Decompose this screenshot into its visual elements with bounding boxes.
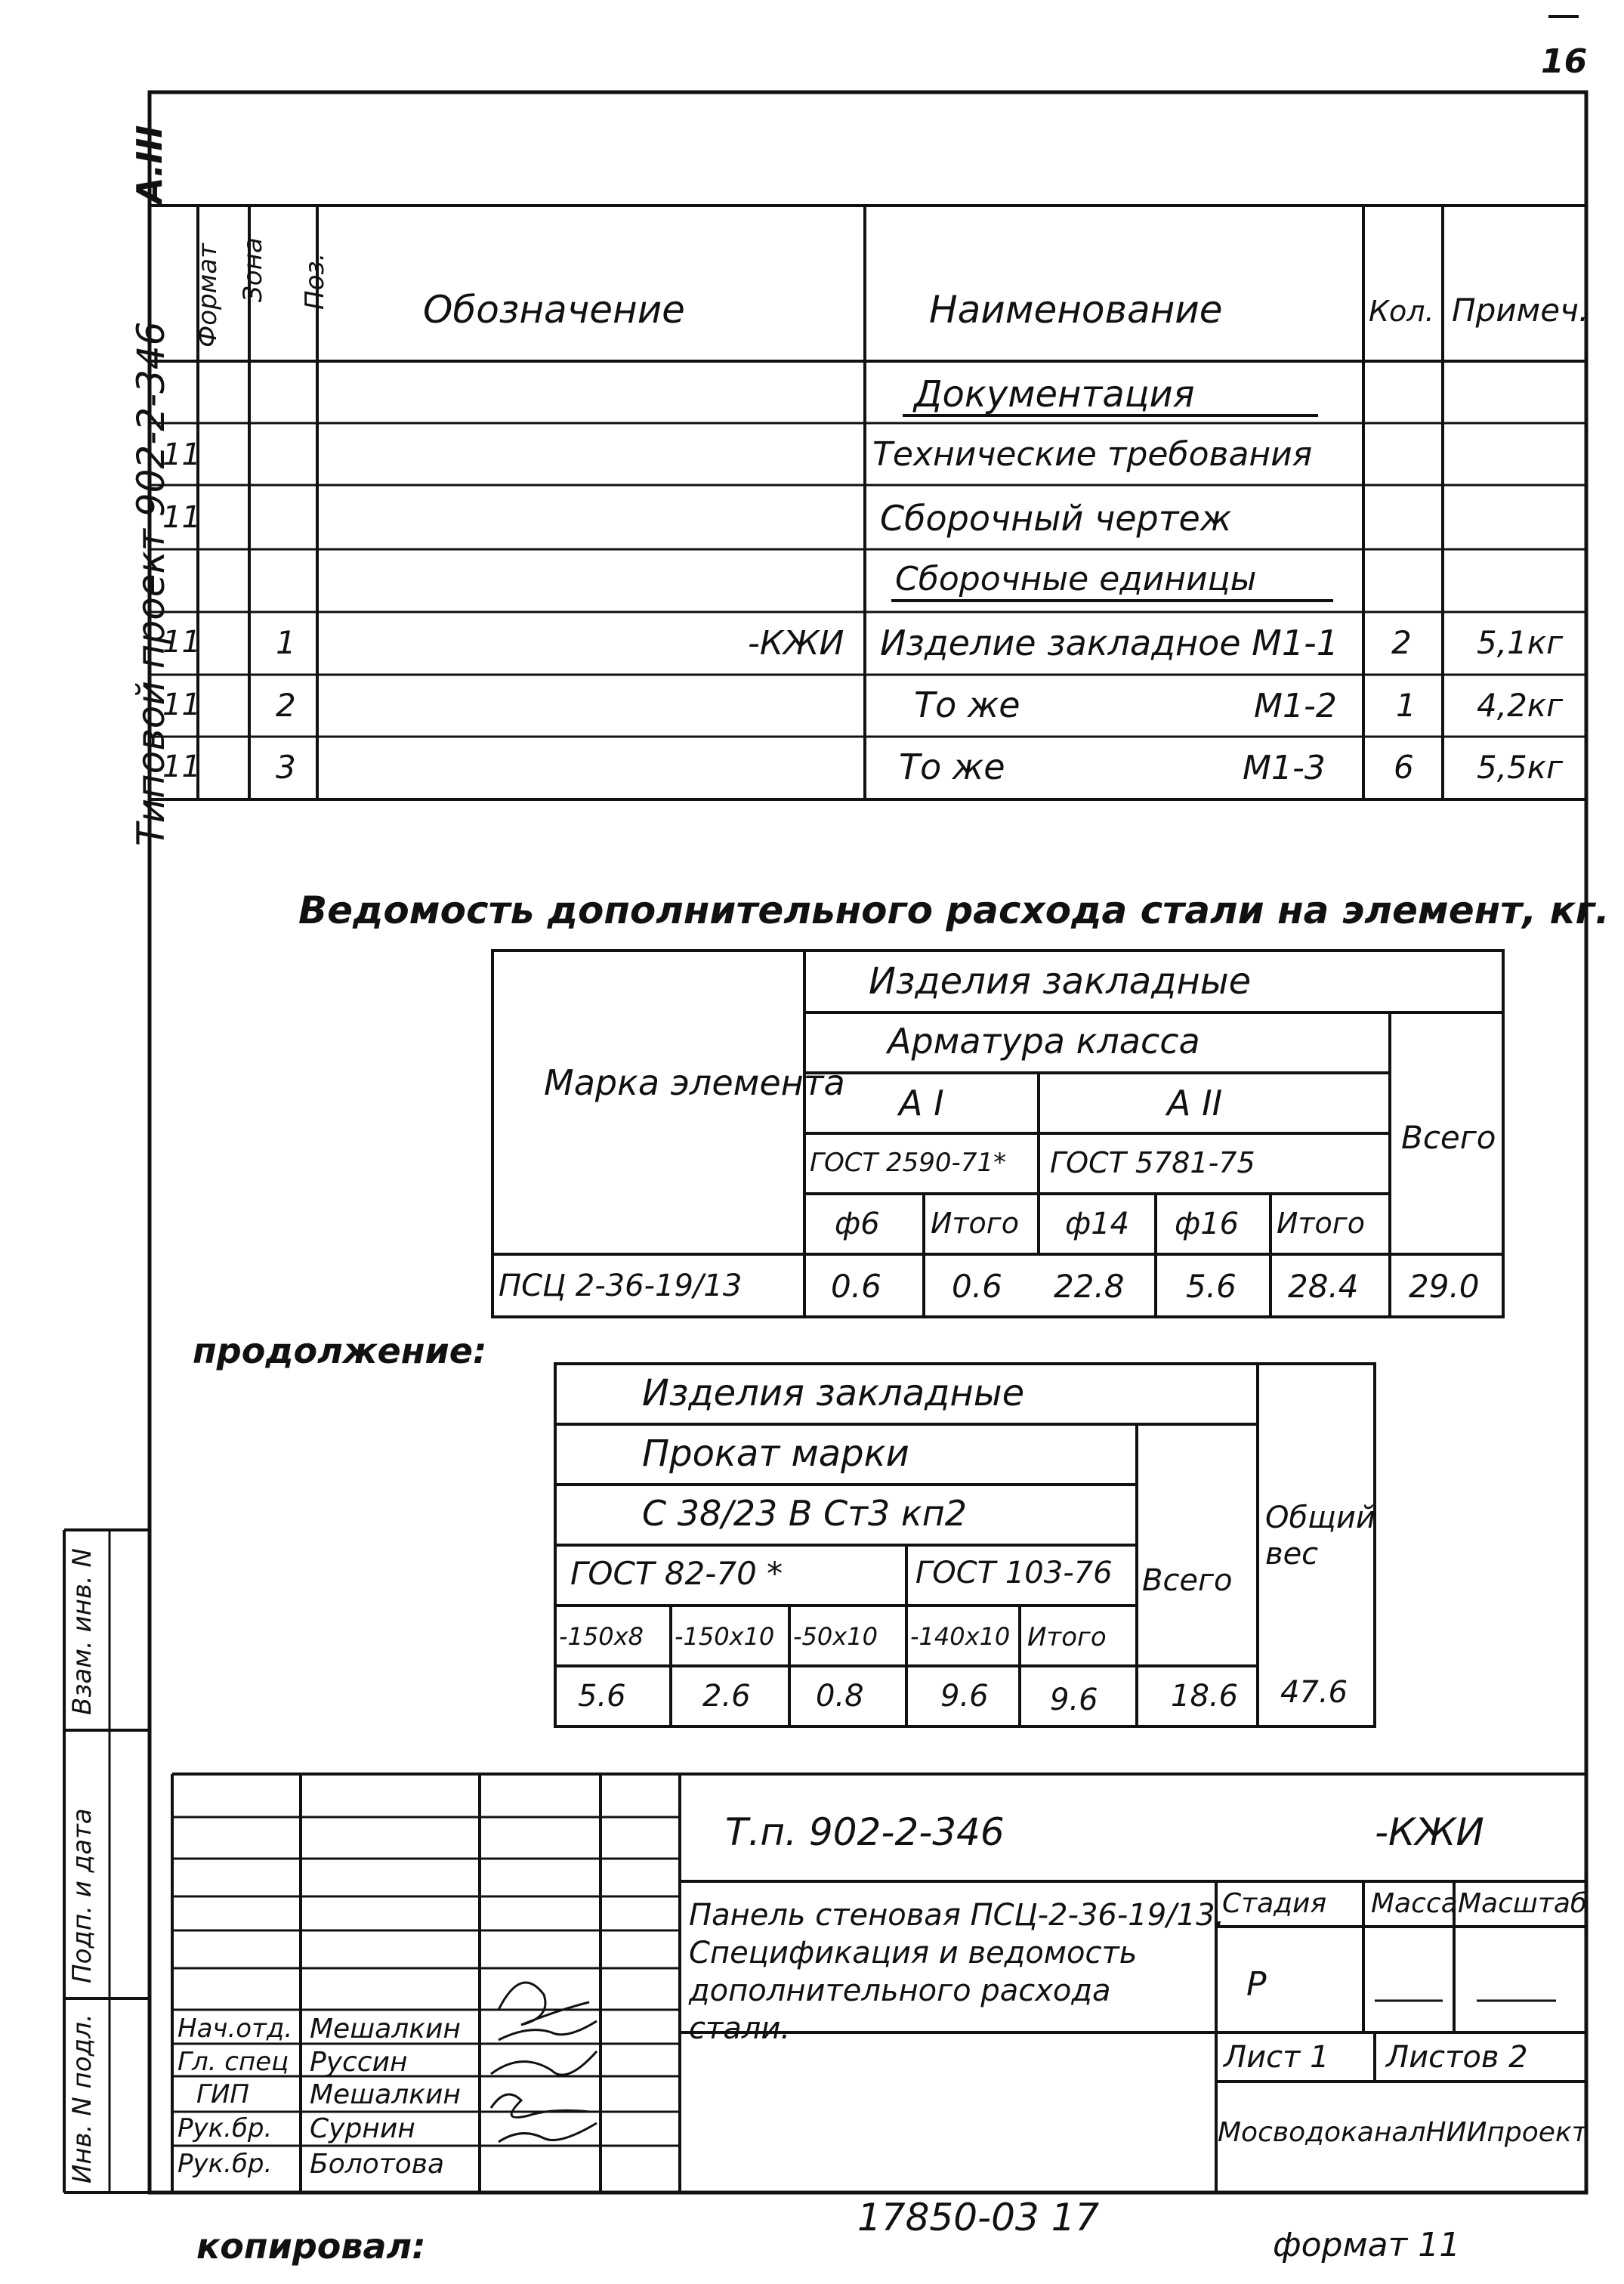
continuation-label: продолжение: (193, 1331, 487, 1371)
statement-gost-a1: ГОСТ 2590-71* (810, 1148, 1007, 1178)
row-3-format: 11 (162, 500, 201, 535)
header-designation: Обозначение (423, 288, 685, 332)
row-7-pos: 3 (276, 749, 296, 786)
title-organization: МосводоканалНИИпроект (1218, 2117, 1588, 2148)
title-desc-line-1: Панель стеновая ПСЦ-2-36-19/13. (689, 1898, 1225, 1933)
row-6-name: То же (914, 685, 1020, 725)
continuation-steel: С 38/23 В Ст3 кп2 (642, 1493, 968, 1534)
statement-gost-a2: ГОСТ 5781-75 (1050, 1146, 1255, 1179)
statement-val-4: 5.6 (1186, 1268, 1237, 1305)
continuation-col-3: -50х10 (793, 1622, 878, 1651)
statement-title: Ведомость дополнительного расхода стали на элемент, кг. (298, 889, 1610, 932)
sign-role-2: Гл. спец (178, 2047, 289, 2077)
statement-class-a2: А II (1167, 1083, 1223, 1123)
title-code: Т.п. 902-2-346 (725, 1810, 1005, 1854)
statement-val-5: 28.4 (1288, 1268, 1359, 1305)
continuation-val-4: 9.6 (940, 1679, 989, 1714)
header-pos: Поз. (300, 252, 330, 310)
continuation-table-grid (555, 1364, 1375, 1726)
row-7-mark: М1-3 (1243, 749, 1326, 787)
statement-table-grid (492, 950, 1503, 1317)
side-stamp-album: А.III (129, 125, 170, 204)
title-stage: Р (1246, 1965, 1267, 2004)
continuation-grand-total: 47.6 (1280, 1675, 1348, 1710)
title-desc-line-3: дополнительного расхода (689, 1973, 1111, 2008)
row-6-pos: 2 (276, 687, 296, 724)
header-name: Наименование (929, 288, 1223, 332)
continuation-subgroup: Прокат марки (642, 1433, 909, 1475)
sign-role-1: Нач.отд. (178, 2014, 293, 2044)
statement-row-total: 29.0 (1409, 1268, 1480, 1305)
row-5-format: 11 (162, 625, 201, 660)
sign-role-3: ГИП (196, 2079, 249, 2109)
sheet-frame (150, 92, 1589, 2193)
header-qty: Кол. (1369, 295, 1434, 328)
row-5-qty: 2 (1391, 624, 1412, 661)
statement-val-1: 0.6 (831, 1268, 881, 1305)
continuation-gost-2: ГОСТ 103-76 (915, 1556, 1113, 1590)
row-7-format: 11 (162, 749, 201, 784)
continuation-col-1: -150х8 (559, 1622, 644, 1651)
sign-name-3: Мешалкин (310, 2079, 461, 2110)
continuation-group: Изделия закладные (642, 1372, 1025, 1414)
header-format: Формат (193, 243, 223, 348)
continuation-grand-header: Общий вес (1265, 1501, 1375, 1572)
sheet-number: 16 (1541, 42, 1588, 81)
title-code-suffix: -КЖИ (1375, 1810, 1484, 1854)
strip-inv-repl: Взам. инв. N (67, 1548, 97, 1715)
continuation-col-5: Итого (1027, 1622, 1107, 1652)
row-1-name: Документация (914, 373, 1195, 416)
side-stamp-project: Типовой проект 902-2-346 (129, 321, 173, 846)
header-zone: Зона (238, 237, 268, 302)
bottom-format: формат 11 (1273, 2226, 1461, 2264)
statement-col-5: Итого (1277, 1207, 1366, 1240)
bottom-copied: копировал: (196, 2226, 426, 2267)
row-6-note: 4,2кг (1477, 687, 1564, 724)
title-sheet: Лист 1 (1224, 2040, 1329, 2075)
continuation-total-header: Всего (1142, 1563, 1233, 1598)
row-5-pos: 1 (276, 624, 296, 661)
row-2-name: Технические требования (872, 435, 1313, 474)
statement-col-4: ф16 (1175, 1207, 1240, 1241)
statement-val-2: 0.6 (952, 1268, 1002, 1305)
sign-name-1: Мешалкин (310, 2014, 461, 2044)
continuation-col-4: -140х10 (910, 1622, 1011, 1651)
statement-row-mark: ПСЦ 2-36-19/13 (499, 1269, 743, 1303)
continuation-gost-1: ГОСТ 82-70 * (570, 1555, 783, 1592)
header-note: Примеч. (1452, 292, 1589, 329)
row-7-name: То же (899, 746, 1005, 787)
continuation-total: 18.6 (1171, 1679, 1239, 1714)
bottom-number: 17850-03 17 (857, 2196, 1100, 2239)
row-2-format: 11 (162, 437, 201, 472)
signatures-drawing (491, 1983, 597, 2142)
row-6-format: 11 (162, 688, 201, 722)
sign-role-5: Рук.бр. (178, 2149, 273, 2179)
statement-subgroup: Арматура класса (888, 1021, 1200, 1062)
row-6-mark: М1-2 (1254, 687, 1337, 725)
title-scale-label: Масштаб (1458, 1888, 1588, 1919)
sign-name-2: Руссин (310, 2047, 408, 2078)
continuation-val-3: 0.8 (816, 1679, 864, 1714)
title-sheets: Листов 2 (1386, 2040, 1528, 2075)
row-5-designation: -КЖИ (748, 624, 844, 663)
statement-mark-header: Марка элемента (544, 1062, 845, 1103)
sign-name-5: Болотова (310, 2149, 445, 2180)
strip-sign-date: Подп. и дата (67, 1808, 97, 1983)
row-7-qty: 6 (1394, 749, 1414, 786)
statement-group: Изделия закладные (869, 960, 1252, 1003)
statement-col-2: Итого (931, 1207, 1020, 1240)
row-3-name: Сборочный чертеж (880, 498, 1232, 539)
statement-col-1: ф6 (835, 1207, 880, 1241)
continuation-val-5: 9.6 (1050, 1683, 1098, 1717)
title-mass-label: Масса (1371, 1888, 1458, 1919)
continuation-col-2: -150х10 (675, 1622, 775, 1651)
row-4-name: Сборочные единицы (895, 560, 1257, 598)
row-7-note: 5,5кг (1477, 749, 1564, 786)
continuation-val-2: 2.6 (702, 1679, 751, 1714)
title-desc-line-4: стали. (689, 2011, 791, 2046)
statement-total-header: Всего (1401, 1119, 1496, 1156)
continuation-val-1: 5.6 (578, 1679, 626, 1714)
statement-col-3: ф14 (1065, 1207, 1130, 1241)
title-stage-label: Стадия (1222, 1888, 1327, 1919)
row-5-name: Изделие закладное М1-1 (880, 623, 1338, 663)
statement-val-3: 22.8 (1054, 1268, 1125, 1305)
sign-role-4: Рук.бр. (178, 2113, 273, 2143)
row-6-qty: 1 (1396, 687, 1416, 724)
row-5-note: 5,1кг (1477, 624, 1564, 661)
strip-inv-orig: Инв. N подл. (67, 2014, 97, 2184)
title-desc-line-2: Спецификация и ведомость (689, 1936, 1138, 1970)
sign-name-4: Сурнин (310, 2113, 415, 2144)
statement-class-a1: А I (899, 1083, 944, 1123)
